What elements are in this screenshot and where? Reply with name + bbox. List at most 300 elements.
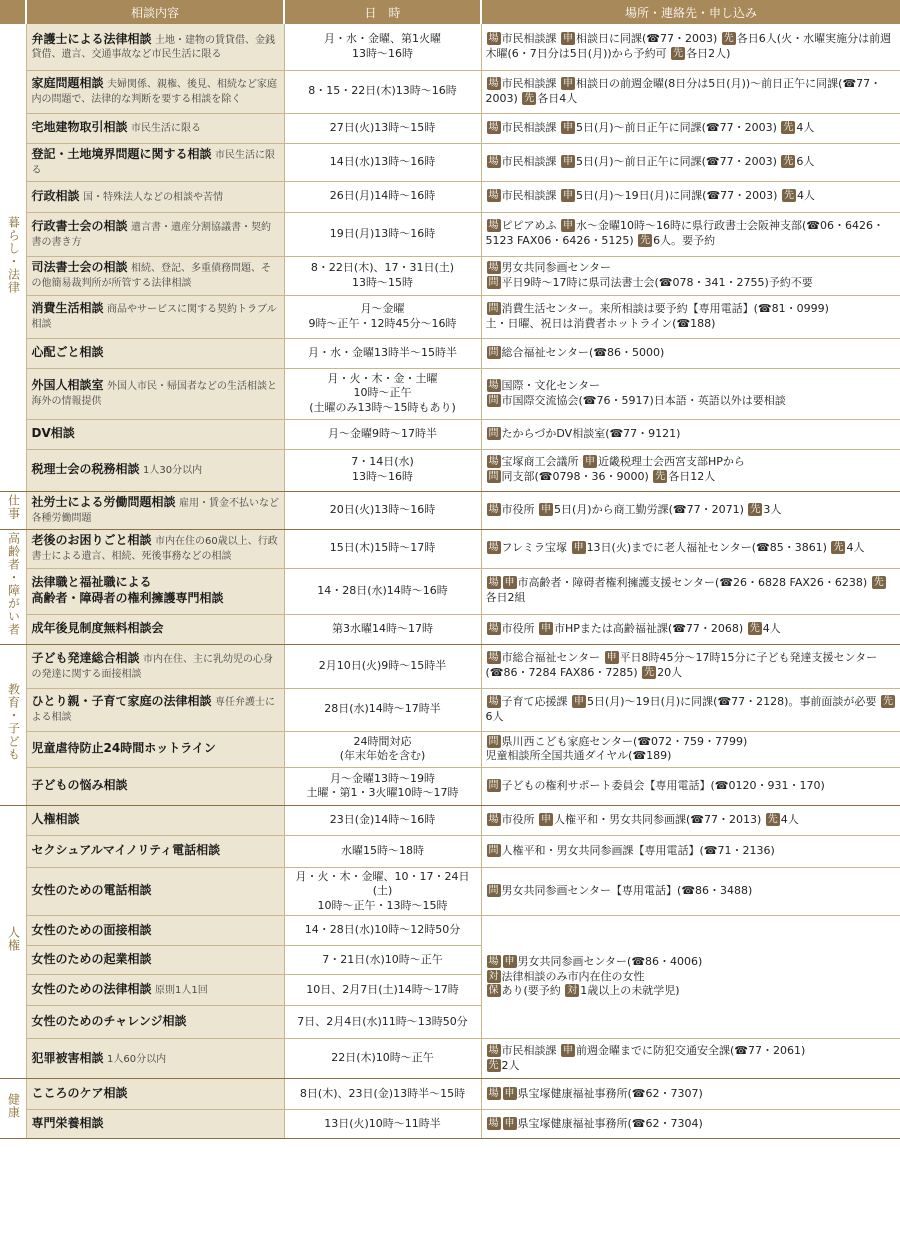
consultation-name (26, 767, 284, 805)
badge-icon: 場 (488, 190, 499, 202)
place-text: 1歳以上の未就学児) (580, 984, 680, 998)
consultation-subtitle: 雇用・賃金不払いなど各種労働問題 (31, 497, 280, 524)
badge-icon: 問 (488, 885, 499, 897)
consultation-title: 登記・土地境界問題に関する相談 (31, 146, 212, 161)
table-row (0, 449, 900, 491)
badge-icon: 問 (488, 302, 499, 314)
place-text: 4人 (762, 621, 781, 635)
badge-icon: 先 (783, 121, 794, 133)
place-text: 市民相談課 (501, 1044, 560, 1058)
place-text: たからづかDV相談室(☎77・9121) (501, 426, 681, 440)
badge-icon: 先 (882, 695, 893, 707)
consultation-date: 8・15・22日(木)13時〜16時 (284, 70, 481, 113)
consultation-place (481, 256, 900, 295)
place-text: フレミラ宝塚 (501, 541, 571, 555)
badge-icon: 申 (563, 33, 573, 45)
consultation-date: 27日(火)13時〜15時 (284, 113, 481, 143)
table-row (0, 113, 900, 143)
consultation-date: 月・水・金曜13時半〜15時半 (284, 338, 481, 368)
category-work (0, 491, 26, 529)
consultation-name (26, 491, 284, 529)
consultation-title: 弁護士による法律相談 (31, 31, 152, 46)
badge-icon: 場 (488, 261, 499, 273)
table-row (0, 368, 900, 419)
badge-icon: 申 (563, 155, 573, 167)
table-row (0, 688, 900, 731)
badge-icon: 場 (488, 1045, 499, 1057)
consultation-name (26, 181, 284, 212)
place-text: 2人 (501, 1058, 520, 1072)
consultation-place (481, 916, 900, 1039)
consultation-date: 7日、2月4日(水)11時〜13時50分 (284, 1006, 481, 1039)
consultation-name (26, 70, 284, 113)
badge-icon: 問 (488, 427, 499, 439)
table-row (0, 867, 900, 916)
place-text: 前週金曜までに防犯交通安全課(☎77・2061) (576, 1044, 806, 1058)
place-text: 平日8時45分〜17時15分に子ども発達支援センター(☎86・7284 FAX86・7285) (485, 651, 878, 679)
badge-icon: 場 (488, 1087, 499, 1099)
consultation-subtitle: 1人30分以内 (143, 465, 203, 477)
header-place: 場所・連絡先・申し込み (481, 0, 900, 24)
badge-icon: 保 (488, 985, 499, 997)
consultation-subtitle: 市民生活に限る (31, 149, 276, 176)
consultation-subtitle: 市民生活に限る (131, 123, 202, 135)
consultation-date: 月〜金曜 9時〜正午・12時45分〜16時 (284, 295, 481, 338)
place-text: 市国際交流協会(☎76・5917)日本語・英語以外は要相談 (501, 393, 786, 407)
consultation-title: 家庭問題相談 (31, 76, 104, 91)
place-text: 6人 (796, 154, 815, 168)
category-label: 高齢者・障がい者 (6, 531, 21, 636)
badge-icon: 場 (488, 503, 499, 515)
place-text: 人権平和・男女共同参画課(☎77・2013) (554, 812, 765, 826)
place-text: 各日2組 (485, 591, 526, 604)
place-text: 水〜金曜10時〜16時に県行政書士会阪神支部(☎06・6426・5123 FAX06・6426・5125) (485, 219, 884, 247)
header-spacer (0, 0, 26, 24)
consultation-name (26, 614, 284, 644)
consultation-place (481, 143, 900, 181)
consultation-place (481, 568, 900, 614)
consultation-date: 19日(月)13時〜16時 (284, 212, 481, 256)
place-text: 県川西こども家庭センター(☎072・759・7799) (501, 734, 748, 748)
consultation-title: 成年後見制度無料相談会 (31, 621, 164, 636)
consultation-title: 老後のお困りごと相談 (31, 533, 152, 548)
consultation-title: 女性のためのチャレンジ相談 (31, 1014, 187, 1029)
badge-icon: 先 (873, 577, 884, 589)
consultation-date: 8日(木)、23日(金)13時半〜15時 (284, 1079, 481, 1110)
consultation-place (481, 731, 900, 767)
badge-icon: 場 (488, 1117, 499, 1129)
consultation-title: 子どもの悩み相談 (31, 778, 128, 793)
badge-icon: 先 (750, 503, 761, 515)
badge-icon: 問 (488, 471, 499, 482)
badge-icon: 申 (606, 652, 617, 664)
consultation-place (481, 212, 900, 256)
consultation-title: こころのケア相談 (31, 1086, 128, 1101)
place-text: 各日12人 (668, 470, 716, 483)
place-text: 市HPまたは高齢福祉課(☎77・2068) (554, 621, 747, 635)
place-text: 消費生活センター。来所相談は要予約【専用電話】(☎81・0999) (501, 301, 829, 315)
consultation-date: 2月10日(火)9時〜15時半 (284, 644, 481, 688)
consultation-title: 外国人相談室 (31, 378, 104, 393)
consultation-subtitle: 夫婦関係、親権、後見、相続など家庭内の問題で、法律的な判断を要する相談を除く (31, 79, 278, 106)
badge-icon: 場 (488, 77, 499, 89)
consultation-place (481, 835, 900, 867)
badge-icon: 申 (504, 1087, 515, 1099)
header-row (0, 0, 900, 24)
place-text: 土・日曜、祝日は消費者ホットライン(☎188) (485, 316, 716, 330)
place-text: 近畿税理士会西宮支部HPから (598, 455, 745, 469)
place-text: 総合福祉センター(☎86・5000) (501, 345, 665, 359)
consultation-name (26, 295, 284, 338)
badge-icon: 先 (783, 190, 794, 202)
consultation-subtitle: 遺言書・遺産分割協議書・契約書の書き方 (31, 221, 272, 248)
table-row (0, 212, 900, 256)
badge-icon: 場 (488, 813, 499, 825)
consultation-subtitle: 外国人市民・帰国者などの生活相談と海外の情報提供 (31, 381, 278, 408)
place-text: 市民相談課 (501, 154, 560, 168)
badge-icon: 申 (573, 542, 584, 554)
consultation-place (481, 449, 900, 491)
consultation-date: 月・火・木・金曜、10・17・24日(土) 10時〜正午・13時〜15時 (284, 867, 481, 916)
place-text: 各日4人 (537, 91, 578, 105)
consultation-title: 児童虐待防止24時間ホットライン (31, 741, 216, 756)
badge-icon: 問 (488, 276, 499, 288)
table-row (0, 295, 900, 338)
table-row (0, 338, 900, 368)
place-text: 4人 (796, 120, 815, 134)
consultation-date: 28日(水)14時〜17時半 (284, 688, 481, 731)
badge-icon: 申 (563, 220, 573, 232)
place-text: 同支部(☎0798・36・9000) (501, 470, 653, 483)
category-living-law (0, 24, 26, 491)
consultation-title: 専門栄養相談 (31, 1116, 104, 1131)
badge-icon: 場 (488, 155, 499, 167)
consultation-place (481, 867, 900, 916)
consultation-name (26, 449, 284, 491)
table-row (0, 181, 900, 212)
place-text: 県宝塚健康福祉事務所(☎62・7304) (517, 1116, 703, 1130)
badge-icon: 先 (524, 92, 535, 104)
table-row (0, 491, 900, 529)
consultation-place (481, 368, 900, 419)
badge-icon: 先 (655, 471, 666, 482)
place-text: 4人 (780, 812, 799, 826)
consultation-place (481, 529, 900, 568)
place-text: 4人 (846, 541, 865, 555)
place-text: 5日(月)から商工勤労課(☎77・2071) (554, 502, 748, 516)
category-health (0, 1079, 26, 1139)
consultation-place (481, 181, 900, 212)
consultation-date: 月〜金曜13時〜19時 土曜・第1・3火曜10時〜17時 (284, 767, 481, 805)
badge-icon: 問 (488, 346, 499, 358)
consultation-date: 水曜15時〜18時 (284, 835, 481, 867)
consultation-title: 女性のための電話相談 (31, 883, 152, 898)
place-text: 市高齢者・障碍者権利擁護支援センター(☎26・6828 FAX26・6238) (517, 576, 871, 590)
badge-icon: 先 (488, 1059, 499, 1071)
consultation-name (26, 946, 284, 975)
consultation-date: 22日(木)10時〜正午 (284, 1039, 481, 1079)
place-text: ピピアめふ (501, 219, 560, 233)
badge-icon: 先 (640, 235, 651, 246)
place-text: 市役所 (501, 502, 538, 516)
place-text: 市民相談課 (501, 120, 560, 134)
consultation-name (26, 529, 284, 568)
table-row (0, 835, 900, 867)
consultation-name (26, 256, 284, 295)
consultation-date: 26日(月)14時〜16時 (284, 181, 481, 212)
consultation-date: 23日(金)14時〜16時 (284, 805, 481, 835)
category-education-children (0, 644, 26, 805)
consultation-title: 女性のための起業相談 (31, 952, 152, 967)
badge-icon: 問 (488, 844, 499, 856)
consultation-subtitle: 市内在住の60歳以上、行政書士による遺言、相続、死後事務などの相談 (31, 536, 278, 563)
badge-icon: 場 (488, 456, 499, 468)
badge-icon: 申 (504, 956, 515, 968)
consultation-name (26, 212, 284, 256)
table-row (0, 568, 900, 614)
place-text: 20人 (657, 666, 683, 679)
place-text: 市総合福祉センター (501, 651, 604, 665)
place-text: 男女共同参画センター(☎86・4006) (517, 955, 703, 969)
badge-icon: 先 (749, 622, 760, 634)
consultation-name (26, 688, 284, 731)
consultation-date: 24時間対応 (年末年始を含む) (284, 731, 481, 767)
badge-icon: 先 (723, 33, 734, 45)
place-text: 市民相談課 (501, 32, 560, 46)
consultation-title: 行政書士会の相談 (31, 218, 128, 233)
consultation-place (481, 491, 900, 529)
table-row (0, 614, 900, 644)
consultation-subtitle: 専任弁護士による相談 (31, 697, 276, 724)
badge-icon: 問 (488, 394, 499, 406)
consultation-date: 7・14日(水) 13時〜16時 (284, 449, 481, 491)
consultation-name (26, 916, 284, 946)
consultation-title: 心配ごと相談 (31, 345, 104, 360)
consultation-name (26, 338, 284, 368)
category-label: 仕事 (6, 494, 21, 521)
badge-icon: 先 (644, 667, 655, 678)
badge-icon: 場 (488, 121, 499, 133)
badge-icon: 場 (488, 379, 499, 391)
consultation-subtitle: 原則1人1回 (155, 985, 208, 997)
table-row (0, 143, 900, 181)
consultation-place (481, 419, 900, 449)
badge-icon: 場 (488, 220, 499, 232)
badge-icon: 問 (488, 735, 499, 747)
consultation-title: DV相談 (31, 426, 75, 441)
consultation-place (481, 644, 900, 688)
place-text: 6人。要予約 (653, 234, 716, 247)
place-text: 国際・文化センター (501, 378, 601, 392)
badge-icon: 申 (563, 121, 573, 133)
consultation-name (26, 731, 284, 767)
badge-icon: 申 (541, 622, 551, 634)
consultation-place (481, 24, 900, 70)
table-row (0, 1039, 900, 1079)
consultation-name (26, 975, 284, 1006)
consultation-title: 消費生活相談 (31, 301, 104, 316)
consultation-date: 第3水曜14時〜17時 (284, 614, 481, 644)
consultation-name (26, 1079, 284, 1110)
badge-icon: 場 (488, 695, 499, 707)
consultation-title: 税理士会の税務相談 (31, 462, 140, 477)
consultation-title: 行政相談 (31, 188, 80, 203)
category-label: 暮らし・法律 (6, 215, 21, 294)
consultation-place (481, 614, 900, 644)
place-text: 宝塚商工会議所 (501, 455, 582, 469)
consultation-name (26, 835, 284, 867)
consultation-title: 女性のための面接相談 (31, 922, 152, 937)
place-text: 相談日の前週金曜(8日分は5日(月))〜前日正午に同課(☎77・2003) (485, 76, 882, 105)
consultation-place (481, 70, 900, 113)
consultation-date: 20日(火)13時〜16時 (284, 491, 481, 529)
category-label: 健康 (6, 1092, 21, 1119)
badge-icon: 対 (567, 985, 578, 997)
consultation-place (481, 1039, 900, 1079)
badge-icon: 場 (488, 577, 499, 589)
place-text: 平日9時〜17時に県司法書士会(☎078・341・2755)予約不要 (501, 275, 813, 289)
place-text: 県宝塚健康福祉事務所(☎62・7307) (517, 1086, 703, 1100)
consultation-title: 司法書士会の相談 (31, 260, 128, 275)
consultation-subtitle: 1人60分以内 (107, 1053, 167, 1065)
badge-icon: 問 (488, 779, 499, 791)
place-text: 相談日に同課(☎77・2003) (576, 32, 721, 46)
consultation-name (26, 143, 284, 181)
consultation-name (26, 368, 284, 419)
badge-icon: 先 (783, 155, 794, 167)
table-row (0, 256, 900, 295)
place-text: 各日2人) (686, 46, 731, 60)
consultation-date: 15日(木)15時〜17時 (284, 529, 481, 568)
place-text: 5日(月)〜前日正午に同課(☎77・2003) (576, 154, 781, 168)
badge-icon: 申 (563, 1045, 573, 1057)
category-label: 教育・子ども (6, 682, 21, 761)
place-text: 男女共同参画センター (501, 260, 612, 274)
consultation-place (481, 767, 900, 805)
header-content: 相談内容 (26, 0, 284, 24)
category-elderly-disabled (0, 529, 26, 644)
badge-icon: 先 (833, 542, 844, 554)
badge-icon: 場 (488, 652, 499, 664)
consultation-name (26, 644, 284, 688)
consultation-date: 10日、2月7日(土)14時〜17時 (284, 975, 481, 1006)
place-text: 法律相談のみ市内在住の女性 (501, 969, 645, 983)
consultation-subtitle: 国・特殊法人などの相談や苦情 (83, 191, 224, 203)
consultation-name (26, 805, 284, 835)
consultation-title: 女性のための法律相談 (31, 982, 152, 997)
consultation-title: ひとり親・子育て家庭の法律相談 (31, 694, 212, 709)
consultation-title: 人権相談 (31, 812, 80, 827)
consultation-place (481, 1110, 900, 1139)
place-text: 市民相談課 (501, 76, 560, 90)
consultation-place (481, 338, 900, 368)
place-text: 子育て応援課 (501, 694, 571, 708)
badge-icon: 申 (574, 695, 584, 707)
consultation-title: セクシュアルマイノリティ電話相談 (31, 843, 221, 858)
consultation-name (26, 24, 284, 70)
badge-icon: 申 (504, 577, 515, 589)
category-label: 人権 (6, 926, 21, 953)
table-row (0, 419, 900, 449)
consultation-date: 8・22日(木)、17・31日(土) 13時〜15時 (284, 256, 481, 295)
place-text: 4人 (796, 189, 815, 203)
consultation-name (26, 1039, 284, 1079)
consultation-date: 月・火・木・金・土曜 10時〜正午 (土曜のみ13時〜15時もあり) (284, 368, 481, 419)
place-text: 市役所 (501, 621, 538, 635)
consultation-place (481, 295, 900, 338)
consultation-title: 社労士による労働問題相談 (31, 494, 176, 509)
place-text: 5日(月)〜19日(月)に同課(☎77・2128)。事前面談が必要 (587, 694, 880, 708)
consultation-name (26, 867, 284, 916)
consultation-title: 法律職と福祉職による 高齢者・障碍者の権利擁護専門相談 (31, 575, 224, 605)
consultation-name (26, 419, 284, 449)
place-text: 男女共同参画センター【専用電話】(☎86・3488) (501, 884, 753, 898)
place-text: 5日(月)〜前日正午に同課(☎77・2003) (576, 120, 781, 134)
badge-icon: 対 (488, 970, 499, 982)
badge-icon: 場 (488, 622, 499, 634)
consultation-date: 月〜金曜9時〜17時半 (284, 419, 481, 449)
consultation-place (481, 688, 900, 731)
place-text: 子どもの権利サポート委員会【専用電話】(☎0120・931・170) (501, 778, 825, 792)
place-text: あり(要予約 (501, 984, 565, 998)
consultation-subtitle: 相続、登記、多重債務問題、その他簡易裁判所が所管する法律相談 (31, 263, 272, 290)
table-row (0, 731, 900, 767)
table-row (0, 805, 900, 835)
consultation-date: 7・21日(水)10時〜正午 (284, 946, 481, 975)
table-row (0, 644, 900, 688)
badge-icon: 申 (563, 77, 573, 89)
category-human-rights (0, 805, 26, 1079)
consultation-title: 宅地建物取引相談 (31, 120, 128, 135)
place-text: 5日(月)〜19日(月)に同課(☎77・2003) (576, 189, 781, 203)
consultation-subtitle: 市内在住、主に乳幼児の心身の発達に関する面接相談 (31, 653, 274, 680)
badge-icon: 場 (488, 33, 499, 45)
table-row (0, 24, 900, 70)
badge-icon: 申 (585, 456, 595, 468)
place-text: 市民相談課 (501, 189, 560, 203)
table-row (0, 70, 900, 113)
place-text: 6人 (485, 709, 504, 723)
consultation-date: 14・28日(水)14時〜16時 (284, 568, 481, 614)
consultation-date: 13日(火)10時〜11時半 (284, 1110, 481, 1139)
place-text: 3人 (763, 502, 782, 516)
consultation-date: 14日(水)13時〜16時 (284, 143, 481, 181)
consultation-name (26, 113, 284, 143)
place-text: 各日6人(火・水曜実施分は前週木曜(6・7日分は5日(月))から予約可 (485, 32, 892, 60)
place-text: 人権平和・男女共同参画課【専用電話】(☎71・2136) (501, 843, 775, 857)
badge-icon: 先 (673, 47, 684, 59)
consultation-name (26, 1110, 284, 1139)
consultation-name (26, 568, 284, 614)
consultation-place (481, 113, 900, 143)
badge-icon: 場 (488, 956, 499, 968)
consultation-name (26, 1006, 284, 1039)
place-text: 市役所 (501, 812, 538, 826)
table-row (0, 1110, 900, 1139)
table-row (0, 916, 900, 946)
consultation-date: 月・水・金曜、第1火曜 13時〜16時 (284, 24, 481, 70)
table-row (0, 1079, 900, 1110)
badge-icon: 申 (563, 190, 573, 202)
consultation-place (481, 805, 900, 835)
badge-icon: 先 (767, 813, 778, 825)
badge-icon: 申 (504, 1117, 515, 1129)
consultation-subtitle: 土地・建物の賃貸借、金銭貸借、遺言、交通事故など市民生活に限る (31, 34, 276, 61)
table-row (0, 767, 900, 805)
place-text: 児童相談所全国共通ダイヤル(☎189) (485, 749, 672, 763)
header-datetime: 日 時 (284, 0, 481, 24)
badge-icon: 申 (541, 813, 551, 825)
